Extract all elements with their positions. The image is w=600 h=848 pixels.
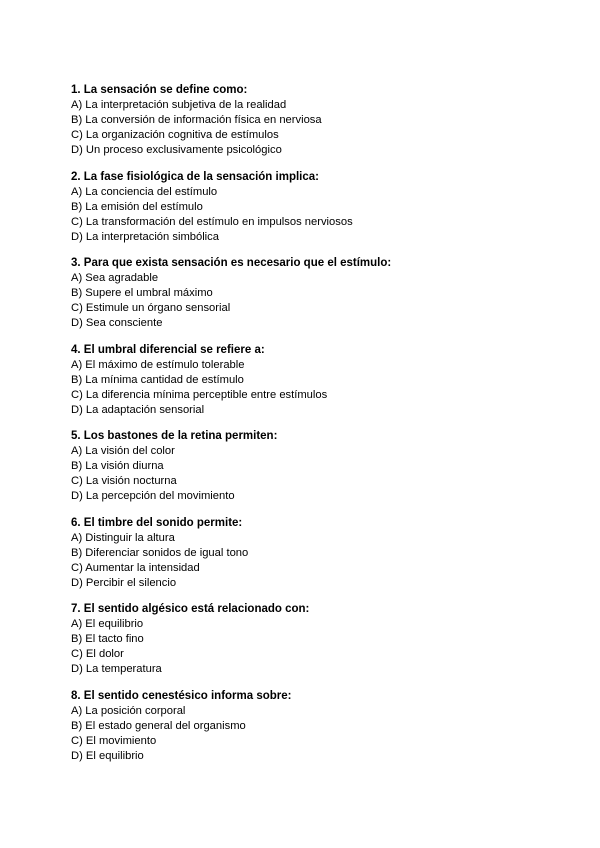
answer-option: B) La emisión del estímulo [71,200,203,213]
question-title: 1. La sensación se define como: [71,84,248,96]
question-4 [71,343,551,418]
answer-option: D) Un proceso exclusivamente psicológico [71,144,282,156]
answer-option: A) Sea agradable [71,272,159,284]
question-3 [71,256,551,331]
question-1 [71,83,551,158]
answer-option: C) La transformación del estímulo en impulsos nerviosos [71,215,353,228]
question-list [71,83,551,775]
answer-option: B) Diferenciar sonidos de igual tono [71,546,249,559]
answer-option: A) La interpretación subjetiva de la realidad [71,99,287,111]
answer-option: B) La visión diurna [71,460,164,472]
answer-option: D) Percibir el silencio [71,576,177,589]
question-title: 7. El sentido algésico está relacionado con: [71,603,310,615]
answer-option: A) La visión del color [71,445,175,457]
answer-option: A) Distinguir la altura [71,531,175,544]
question-title: 3. Para que exista sensación es necesario que el estímulo: [71,257,392,269]
answer-option: A) El máximo de estímulo tolerable [71,358,245,371]
answer-option: B) Supere el umbral máximo [71,287,213,299]
question-title: 4. El umbral diferencial se refiere a: [71,343,265,356]
answer-option: A) La posición corporal [71,704,186,717]
answer-option: B) La conversión de información física en nerviosa [71,114,322,126]
question-8 [71,689,551,764]
question-2 [71,170,551,245]
answer-option: A) La conciencia del estímulo [71,185,218,198]
answer-option: D) La temperatura [71,663,162,675]
answer-option: B) La mínima cantidad de estímulo [71,373,244,386]
answer-option: A) El equilibrio [71,618,144,630]
question-5 [71,429,551,504]
answer-option: D) La percepción del movimiento [71,490,235,502]
answer-option: D) La interpretación simbólica [71,230,219,243]
question-7 [71,602,551,677]
question-title: 8. El sentido cenestésico informa sobre: [71,689,292,702]
question-title: 5. Los bastones de la retina permiten: [71,430,278,442]
answer-option: C) La visión nocturna [71,475,177,487]
answer-option: D) El equilibrio [71,749,144,762]
answer-option: C) El dolor [71,648,124,660]
answer-option: C) El movimiento [71,734,157,747]
answer-option: D) La adaptación sensorial [71,403,205,416]
answer-option: C) La diferencia mínima perceptible entre estímulos [71,388,328,401]
answer-option: B) El tacto fino [71,633,144,645]
answer-option: B) El estado general del organismo [71,719,246,732]
answer-option: D) Sea consciente [71,317,163,329]
answer-option: C) La organización cognitiva de estímulos [71,129,279,141]
answer-option: C) Estimule un órgano sensorial [71,302,231,314]
question-6 [71,516,551,591]
question-title: 2. La fase fisiológica de la sensación implica: [71,170,319,183]
answer-option: C) Aumentar la intensidad [71,561,200,574]
question-title: 6. El timbre del sonido permite: [71,516,243,529]
